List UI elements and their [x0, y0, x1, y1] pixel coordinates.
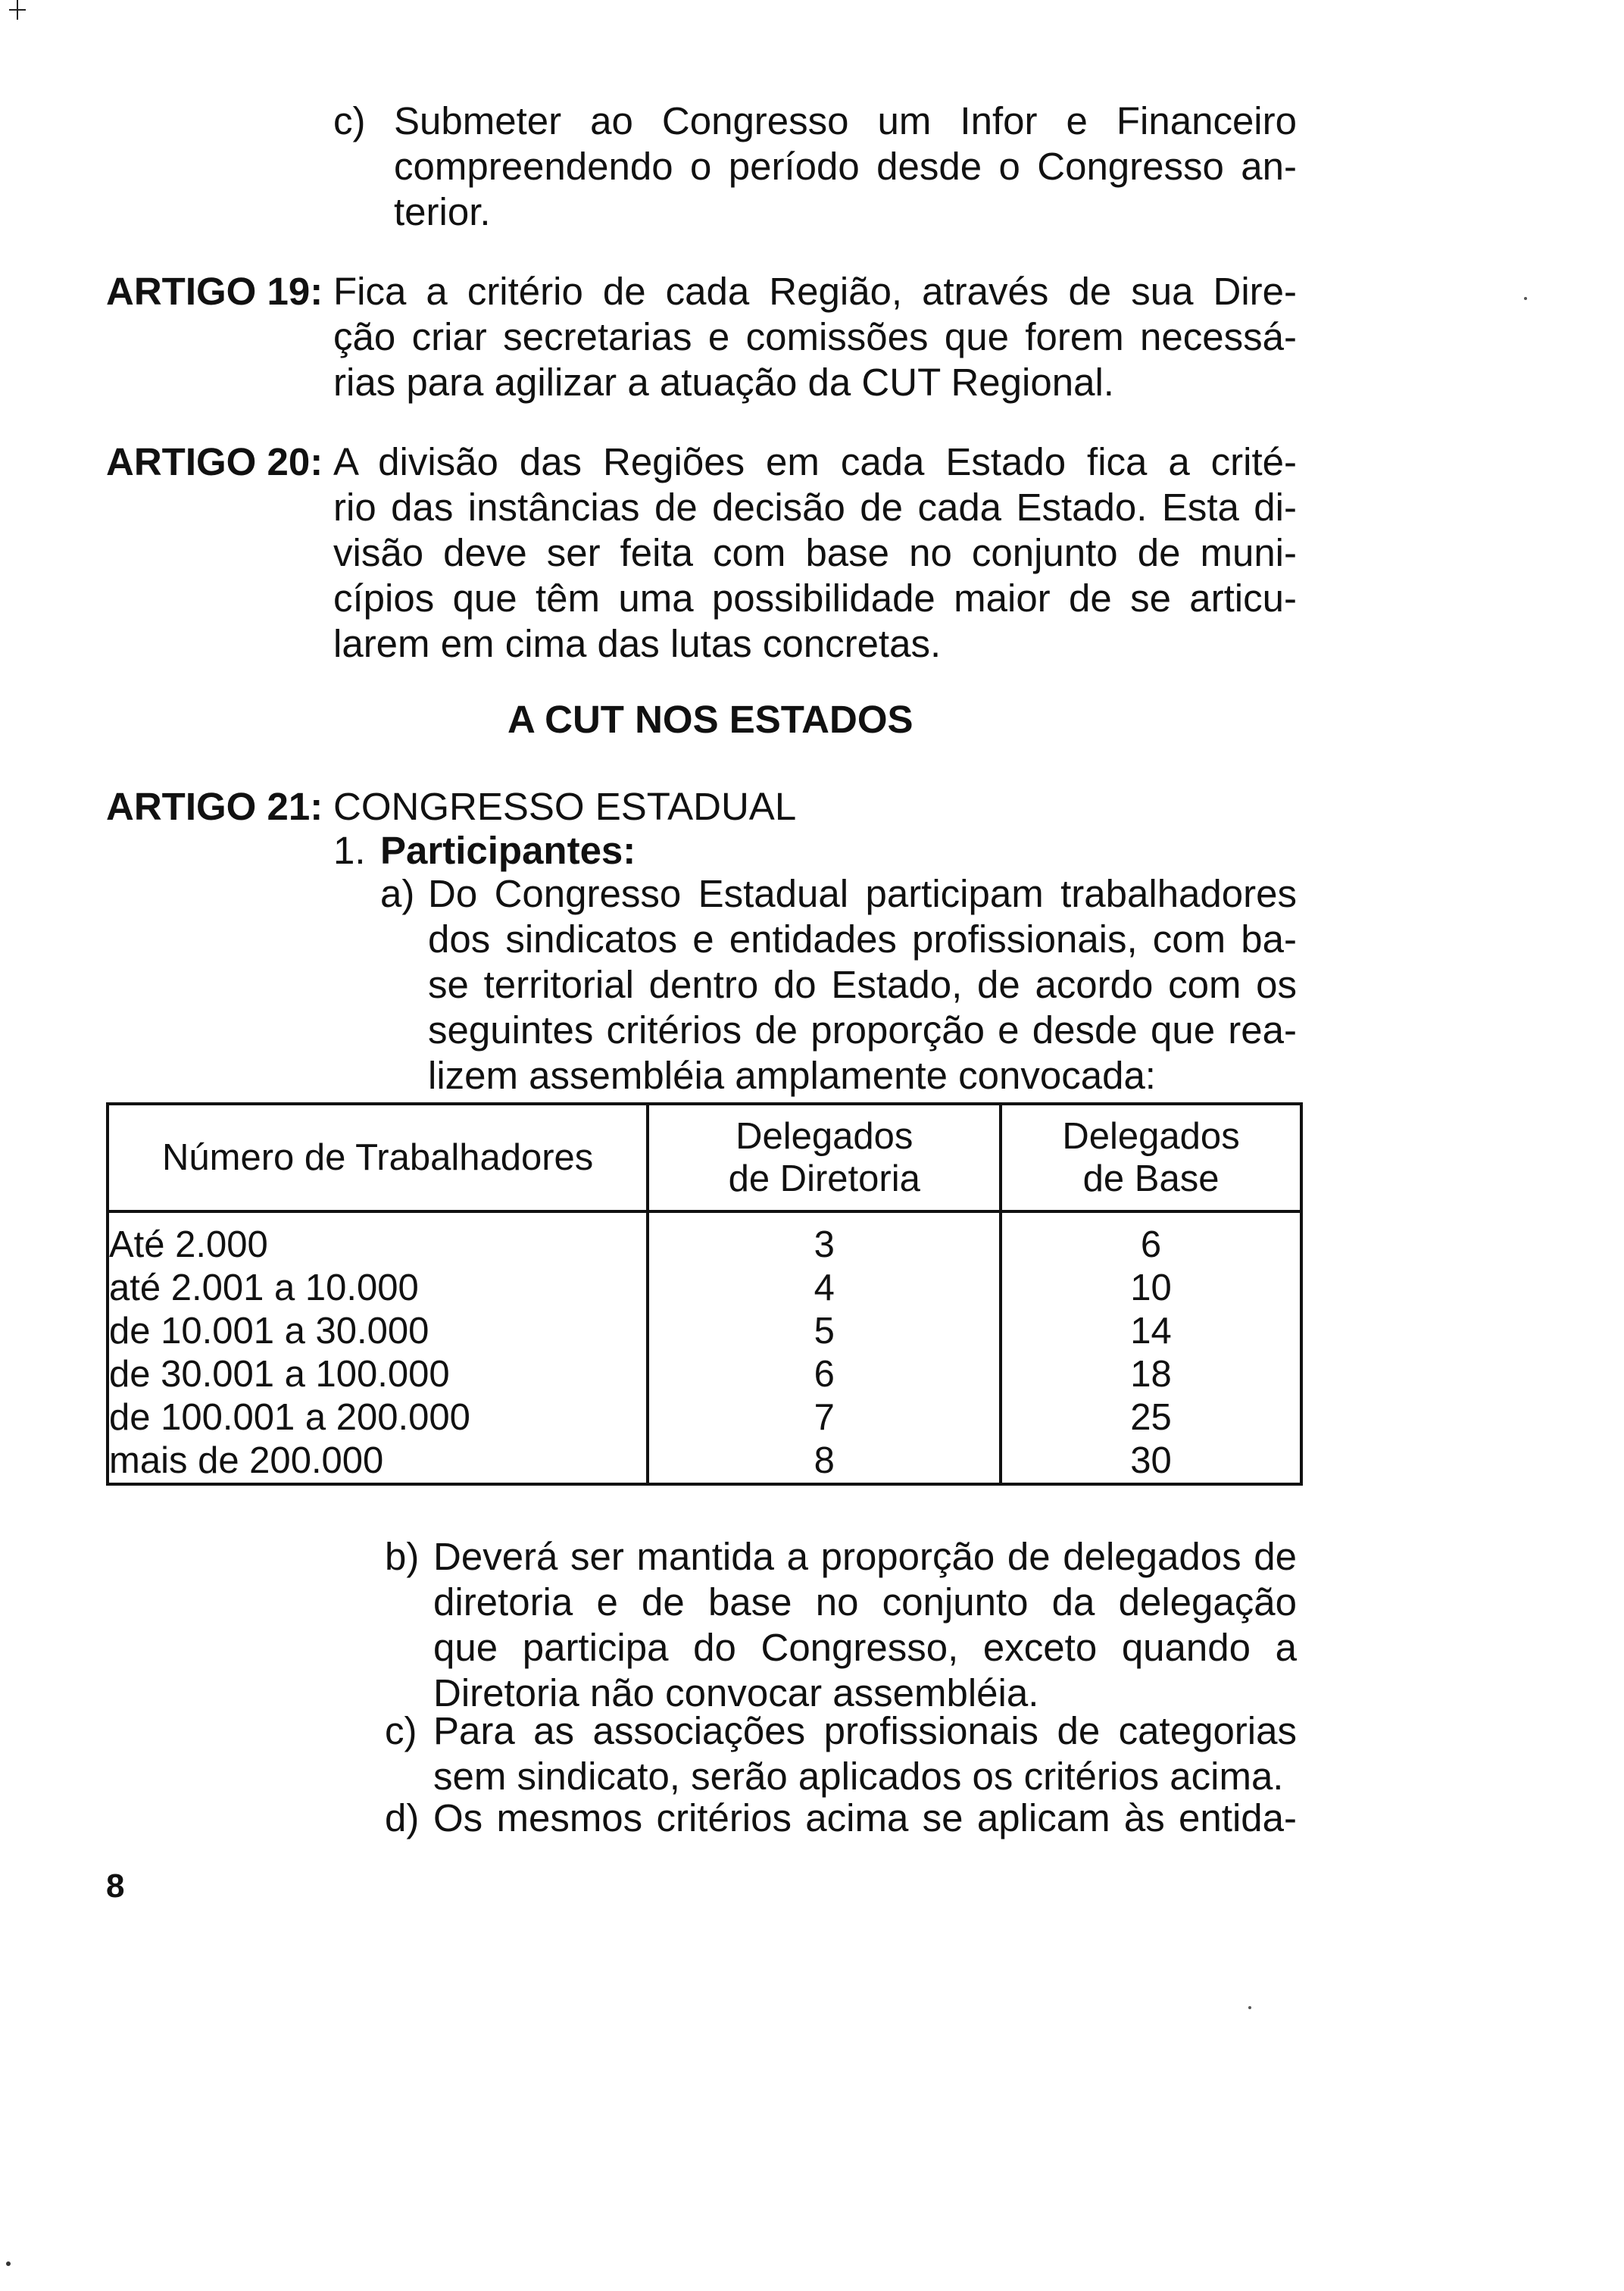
item-c2-text	[433, 1708, 1297, 1799]
text-line: Fica a critério de cada Região, através de sua Dire-	[333, 270, 1297, 313]
table-cell: 25	[1130, 1397, 1172, 1438]
table-cell: de 10.001 a 30.000	[109, 1311, 429, 1352]
text-line: se territorial dentro do Estado, de acordo com os	[428, 963, 1297, 1006]
item-a-text	[428, 871, 1297, 1099]
column-workers	[108, 1211, 648, 1484]
table-cell: 8	[814, 1440, 835, 1481]
item-b-text	[433, 1534, 1297, 1716]
article-20-text	[333, 439, 1297, 667]
table-cell: 3	[814, 1224, 835, 1265]
scan-speck	[6, 2261, 11, 2266]
column-header	[1001, 1104, 1301, 1211]
text-line: Submeter ao Congresso um Infor e Financeiro	[394, 99, 1297, 142]
table-cell: 18	[1130, 1354, 1172, 1395]
text-line: ção criar secretarias e comissões que forem necessá-	[333, 315, 1297, 358]
article-21-title: CONGRESSO ESTADUAL	[333, 785, 797, 828]
text-line: lizem assembléia amplamente convocada:	[428, 1054, 1156, 1097]
text-line: terior.	[394, 190, 491, 233]
table-cell: até 2.001 a 10.000	[109, 1267, 419, 1308]
table-cell: mais de 200.000	[109, 1440, 384, 1481]
text-line: larem em cima das lutas concretas.	[333, 622, 942, 665]
table-cell: 14	[1130, 1311, 1172, 1352]
table-cell: 10	[1130, 1267, 1172, 1308]
scan-speck	[1248, 2006, 1251, 2009]
text-line: seguintes critérios de proporção e desde que rea-	[428, 1008, 1297, 1052]
item-c-text	[394, 98, 1297, 235]
scan-speck	[1524, 297, 1527, 300]
delegates-table	[106, 1102, 1303, 1486]
text-line: visão deve ser feita com base no conjunto de muni-	[333, 531, 1297, 574]
section-heading: A CUT NOS ESTADOS	[508, 698, 914, 741]
column-header-text: Delegados de Base	[1062, 1116, 1240, 1199]
text-line: cípios que têm uma possibilidade maior de se articu-	[333, 577, 1297, 620]
item-c-marker: c)	[333, 99, 366, 142]
item-a-marker: a)	[380, 872, 415, 915]
article-21-label: ARTIGO 21:	[106, 785, 323, 828]
table-cell: 4	[814, 1267, 835, 1308]
subsection-number: 1.	[333, 829, 366, 872]
article-19-label: ARTIGO 19:	[106, 270, 323, 313]
text-line: A divisão das Regiões em cada Estado fica a crité-	[333, 440, 1297, 483]
text-line: Os mesmos critérios acima se aplicam às entida-	[433, 1796, 1297, 1839]
column-base-delegates	[1001, 1211, 1301, 1484]
table-cell: 6	[1140, 1224, 1162, 1265]
text-line: Diretoria não convocar assembléia.	[433, 1671, 1039, 1714]
table-cell: 30	[1130, 1440, 1172, 1481]
text-line: sem sindicato, serão aplicados os critérios acima.	[433, 1755, 1284, 1798]
text-line: Deverá ser mantida a proporção de delegados de	[433, 1535, 1297, 1578]
page-number: 8	[106, 1867, 125, 1905]
table-cell: 5	[814, 1311, 835, 1352]
subsection-title: Participantes:	[380, 829, 636, 872]
column-header: Número de Trabalhadores	[108, 1104, 648, 1211]
table-cell: 7	[814, 1397, 835, 1438]
table-cell: de 100.001 a 200.000	[109, 1397, 470, 1438]
table-header-row	[108, 1104, 1301, 1211]
table-cell: de 30.001 a 100.000	[109, 1354, 450, 1395]
text-line: compreendendo o período desde o Congresso an-	[394, 145, 1297, 188]
table-cell: Até 2.000	[109, 1224, 268, 1265]
column-board-delegates	[648, 1211, 1001, 1484]
text-line: Do Congresso Estadual participam trabalhadores	[428, 872, 1297, 915]
article-20-label: ARTIGO 20:	[106, 440, 323, 483]
crop-mark	[9, 0, 26, 20]
article-19-text	[333, 269, 1297, 405]
column-header-text: Delegados de Diretoria	[728, 1116, 920, 1199]
text-line: rio das instâncias de decisão de cada Estado. Esta di-	[333, 486, 1297, 529]
text-line: rias para agilizar a atuação da CUT Regional.	[333, 361, 1114, 404]
item-d-marker: d)	[385, 1796, 420, 1839]
item-c2-marker: c)	[385, 1709, 417, 1752]
column-header	[648, 1104, 1001, 1211]
table-body	[108, 1211, 1301, 1484]
text-line: diretoria e de base no conjunto da delegação	[433, 1580, 1297, 1624]
text-line: que participa do Congresso, exceto quando a	[433, 1626, 1297, 1669]
table-cell: 6	[814, 1354, 835, 1395]
text-line: Para as associações profissionais de categorias	[433, 1709, 1297, 1752]
text-line: dos sindicatos e entidades profissionais, com ba-	[428, 917, 1297, 961]
item-b-marker: b)	[385, 1535, 420, 1578]
item-d-text	[433, 1796, 1297, 1841]
